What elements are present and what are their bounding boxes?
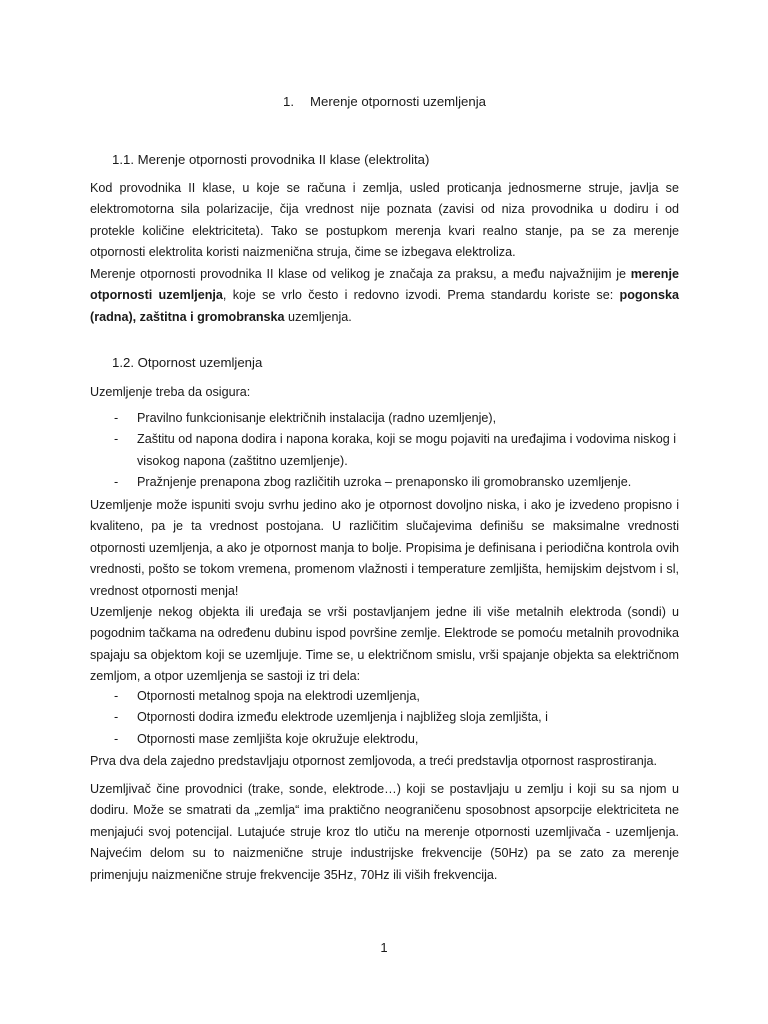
section-heading-1-1: 1.1. Merenje otpornosti provodnika II klase (elektrolita) <box>112 152 430 167</box>
list-item-text: Zaštitu od napona dodira i napona koraka, koji se mogu pojaviti na uređajima i vodovima niskog i visokog napona (zaštitno uzemljenje). <box>137 432 677 468</box>
resistance-parts-list <box>90 686 679 750</box>
list-item-text: Pražnjenje prenapona zbog različitih uzroka – prenaponsko ili gromobransko uzemljenje. <box>137 475 632 490</box>
paragraph-text: uzemljenja. <box>284 309 352 324</box>
list-item-text: Otpornosti dodira između elektrode uzemljenja i najbližeg sloja zemljišta, i <box>137 710 548 725</box>
list-item <box>90 729 679 750</box>
list-dash: - <box>114 411 119 425</box>
paragraph-earth-lead: Prva dva dela zajedno predstavljaju otpornost zemljovoda, a treći predstavlja otpornost rasprostiranja. <box>90 754 658 768</box>
list-item-text: Otpornosti metalnog spoja na elektrodi uzemljenja, <box>137 689 420 703</box>
list-dash: - <box>114 710 119 725</box>
list-item <box>90 686 679 707</box>
list-dash: - <box>114 689 119 703</box>
page-number: 1 <box>380 940 388 955</box>
paragraph-text: Merenje otpornosti provodnika II klase od velikog je značaja za praksu, a među najvažnijim je <box>90 267 631 281</box>
paragraph-electrodes: Uzemljenje nekog objekta ili uređaja se vrši postavljanjem jedne ili više metalnih elektroda (sondi) u pogodnim tačkama na određenu dubinu ispod površine zemlje. Elektrode se pomoću metalnih provodnika spajaju sa objektom koji se uzemljuje. Time se, u električnom smislu, vrši spajanje objekta sa električnom zemljom, a otpor uzemljenja se sastoji iz tri dela: <box>90 605 679 684</box>
grounding-purpose-list <box>90 408 679 494</box>
list-item <box>90 472 679 493</box>
list-item-text: Otpornosti mase zemljišta koje okružuje elektrodu, <box>137 731 419 746</box>
list-dash: - <box>114 475 119 490</box>
paragraph-earth-electrode: Uzemljivač čine provodnici (trake, sonde, elektrode…) koji se postavljaju u zemlju i koji su sa njom u dodiru. Može se smatrati da „zemlja“ ima praktično neograničenu sposobnost apsorpcije elektriciteta ne menjajući svoj potencijal. Lutajuće struje kroz tlo utiču na merenje otpornosti uzemljivača - uzemljenja. Najvećim delom su to naizmenične struje industrijske frekvencije (50Hz) pa se zato za merenje primenjuju naizmenične struje frekvencije 35Hz, 70Hz ili viših frekvencija. <box>90 782 679 882</box>
list-item-text: Pravilno funkcionisanje električnih instalacija (radno uzemljenje), <box>137 411 497 425</box>
title-text: Merenje otpornosti uzemljenja <box>310 94 486 109</box>
section-heading-1-2: 1.2. Otpornost uzemljenja <box>112 355 263 370</box>
list-item <box>90 707 679 728</box>
paragraph-grounding-resistance: Uzemljenje može ispuniti svoju svrhu jedino ako je otpornost dovoljno niska, i ako je izvedeno propisno i kvaliteno, pa je ta vrednost postojana. U različitim slučajevima definišu se maksimalne vrednosti otpornosti uzemljenja, a ako je otpornost manja to bolje. Propisima je definisana i periodična kontrola ovih vrednosti, pošto se tokom vremena, promenom vlažnosti i temperature zemljišta, hemijskim dejstvom i sl, vrednost otpornosti menja! <box>90 498 679 598</box>
paragraph-polarization: Kod provodnika II klase, u koje se računa i zemlja, usled proticanja jednosmerne struje, javlja se elektromotorna sila polarizacije, čija vrednost nije poznata (zavisi od niza provodnika u dodiru i od protekle količine elektriciteta). Tako se postupkom merenja kvari realno stanje, pa se za merenje otpornosti elektrolita koristi naizmenična struja, čime se izbegava elektroliza. <box>90 181 679 260</box>
list-dash: - <box>114 731 119 746</box>
paragraph-grounding-importance <box>90 264 679 328</box>
list-item <box>90 408 679 429</box>
paragraph-grounding-purpose: Uzemljenje treba da osigura: <box>90 385 251 399</box>
paragraph-text: , koje se vrlo često i redovno izvodi. Prema standardu koriste se: <box>222 288 620 303</box>
list-item <box>90 429 679 472</box>
list-dash: - <box>114 432 119 447</box>
document-title <box>90 94 679 109</box>
title-number: 1. <box>283 94 295 109</box>
bold-grounding-types: pogonska (radna), zaštitna i gromobranska <box>90 288 679 324</box>
bold-grounding-measurement: merenje otpornosti uzemljenja <box>90 267 679 303</box>
